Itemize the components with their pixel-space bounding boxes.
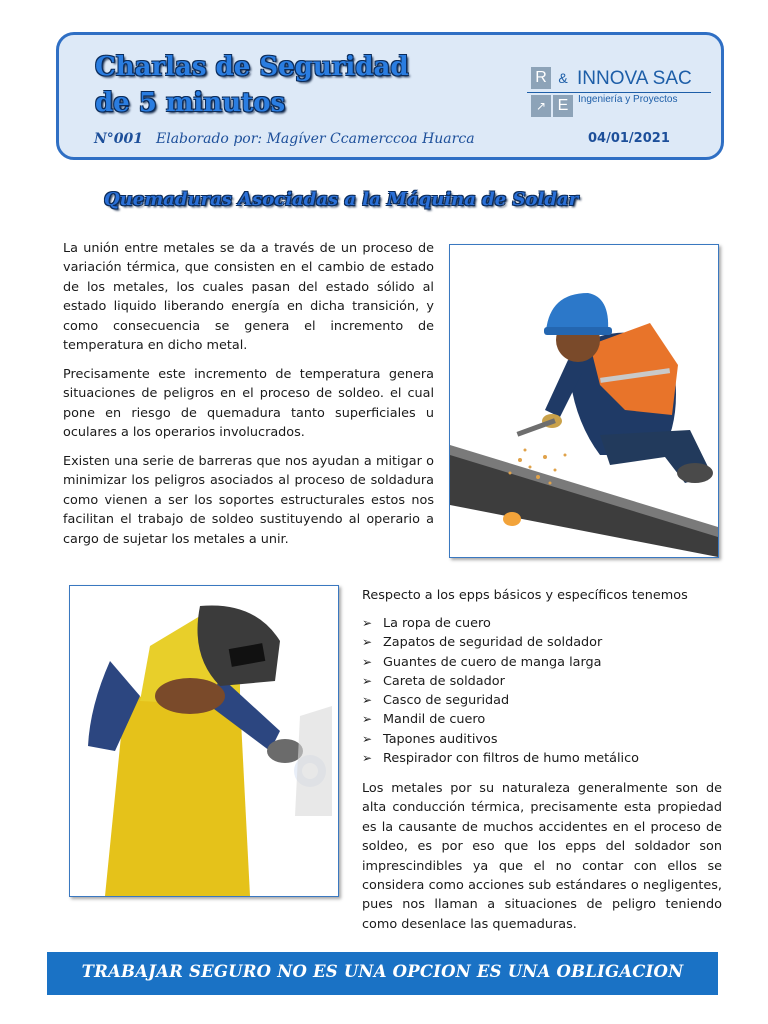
- arrow-bullet-icon: ➢: [362, 635, 373, 650]
- logo-ampersand: &: [558, 70, 568, 86]
- footer-slogan: TRABAJAR SEGURO NO ES UNA OPCION ES UNA OBLIGACION: [81, 962, 684, 981]
- epp-item-label: Mandil de cuero: [383, 712, 486, 728]
- epp-item-label: La ropa de cuero: [383, 616, 491, 631]
- epp-item-label: Respirador con filtros de humo metálico: [383, 751, 639, 767]
- list-item: [362, 710, 639, 729]
- list-item: [362, 749, 639, 768]
- arrow-bullet-icon: ➢: [362, 616, 373, 630]
- company-logo: [525, 65, 715, 121]
- arrow-bullet-icon: ➢: [362, 673, 373, 688]
- author-line: Elaborado por: Magíver Ccamerccoa Huarca: [156, 131, 475, 147]
- arrow-bullet-icon: ➢: [362, 751, 373, 766]
- list-item: [362, 633, 639, 652]
- welder-illustration: [70, 586, 338, 896]
- welder-photo: [69, 585, 339, 897]
- arrow-bullet-icon: ➢: [362, 731, 373, 746]
- section-title: Quemaduras Asociadas a la Máquina de Soldar: [104, 189, 579, 210]
- epps-intro: Respecto a los epps básicos y específicos tenemos: [362, 588, 688, 603]
- intro-paragraph-2: Precisamente este incremento de temperatura genera situaciones de peligros en el proceso de soldeo. el cual pone en riesgo de quemadura tanto superficiales u oculares a los operarios involucrados.: [63, 367, 434, 441]
- logo-arrow-icon: ↗: [531, 95, 551, 117]
- header-box: [56, 32, 724, 160]
- list-item: [362, 691, 639, 710]
- epp-item-label: Zapatos de seguridad de soldador: [383, 635, 603, 651]
- document-date: 04/01/2021: [588, 131, 670, 146]
- list-item: [362, 730, 639, 749]
- arrow-bullet-icon: ➢: [362, 712, 373, 727]
- document-title: [95, 49, 485, 121]
- list-item: [362, 672, 639, 691]
- title-line-2: de 5 minutos: [95, 88, 286, 118]
- logo-r-square: R: [531, 67, 551, 89]
- epps-list: [362, 614, 639, 768]
- title-line-1: Charlas de Seguridad: [95, 52, 409, 82]
- epp-item-label: Casco de seguridad: [383, 693, 510, 709]
- worker-cutting-illustration: [450, 245, 718, 557]
- list-item: [362, 614, 639, 633]
- list-item: [362, 653, 639, 672]
- logo-divider: [527, 92, 711, 93]
- arrow-bullet-icon: ➢: [362, 654, 373, 669]
- logo-e-square: E: [553, 95, 573, 117]
- epp-item-label: Careta de soldador: [383, 673, 505, 689]
- worker-cutting-photo: [449, 244, 719, 558]
- logo-tagline: Ingeniería y Proyectos: [578, 94, 678, 105]
- intro-paragraph-3: Existen una serie de barreras que nos ayudan a mitigar o minimizar los peligros asociados al proceso de soldadura como vienen a ser los soportes estructurales estos nos facilitan el trabajo de soldeo sustituyendo al operario a cargo de sujetar los metales a unir.: [63, 454, 434, 547]
- epp-item-label: Tapones auditivos: [383, 731, 498, 747]
- epp-item-label: Guantes de cuero de manga larga: [383, 654, 602, 670]
- document-number: N°001: [94, 131, 144, 147]
- closing-paragraph: Los metales por su naturaleza generalmente son de alta conducción térmica, precisamente esta propiedad es la causante de muchos accidentes en el proceso de soldeo, es por eso que los epps del soldador son imprescindibles ya que el no contar con ellos se considera como acciones sub estándares o negligentes, pues nos llaman a situaciones de peligro teniendo como desenlace las quemaduras.: [362, 781, 722, 932]
- logo-company-name: INNOVA SAC: [577, 68, 692, 89]
- arrow-bullet-icon: ➢: [362, 693, 373, 708]
- footer-banner: [47, 952, 718, 995]
- intro-paragraph-1: La unión entre metales se da a través de un proceso de variación térmica, que consisten en el cambio de estado de los metales, los cuales pasan del estado sólido al estado liquido liberando energía en dicha transición, y como consecuencia se genera el incremento de temperatura en dicho metal.: [63, 241, 434, 354]
